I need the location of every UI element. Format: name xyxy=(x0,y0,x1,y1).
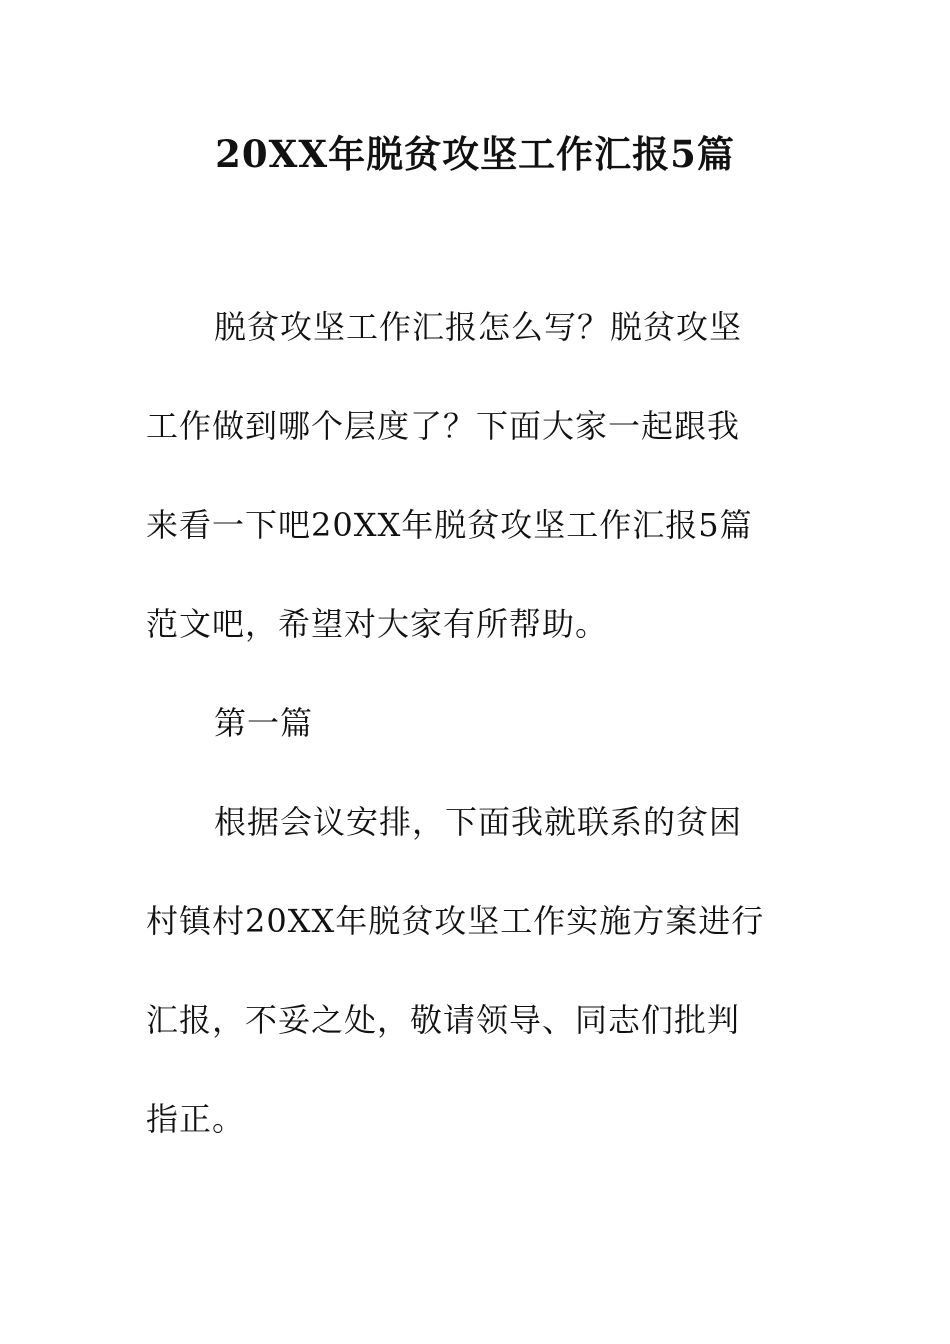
intro-line-3: 来看一下吧20XX年脱贫攻坚工作汇报5篇 xyxy=(146,506,753,544)
section-line-1: 根据会议安排，下面我就联系的贫困 xyxy=(214,803,743,841)
section-heading: 第一篇 xyxy=(214,704,314,742)
section-line-4: 指正。 xyxy=(146,1100,246,1138)
intro-line-4: 范文吧，希望对大家有所帮助。 xyxy=(146,605,609,643)
document-title: 20XX年脱贫攻坚工作汇报5篇 xyxy=(215,132,735,176)
section-line-2: 村镇村20XX年脱贫攻坚工作实施方案进行 xyxy=(146,902,765,940)
intro-line-1: 脱贫攻坚工作汇报怎么写？脱贫攻坚 xyxy=(214,308,743,346)
intro-line-2: 工作做到哪个层度了？下面大家一起跟我 xyxy=(146,407,741,445)
section-line-3: 汇报，不妥之处，敬请领导、同志们批判 xyxy=(146,1001,741,1039)
